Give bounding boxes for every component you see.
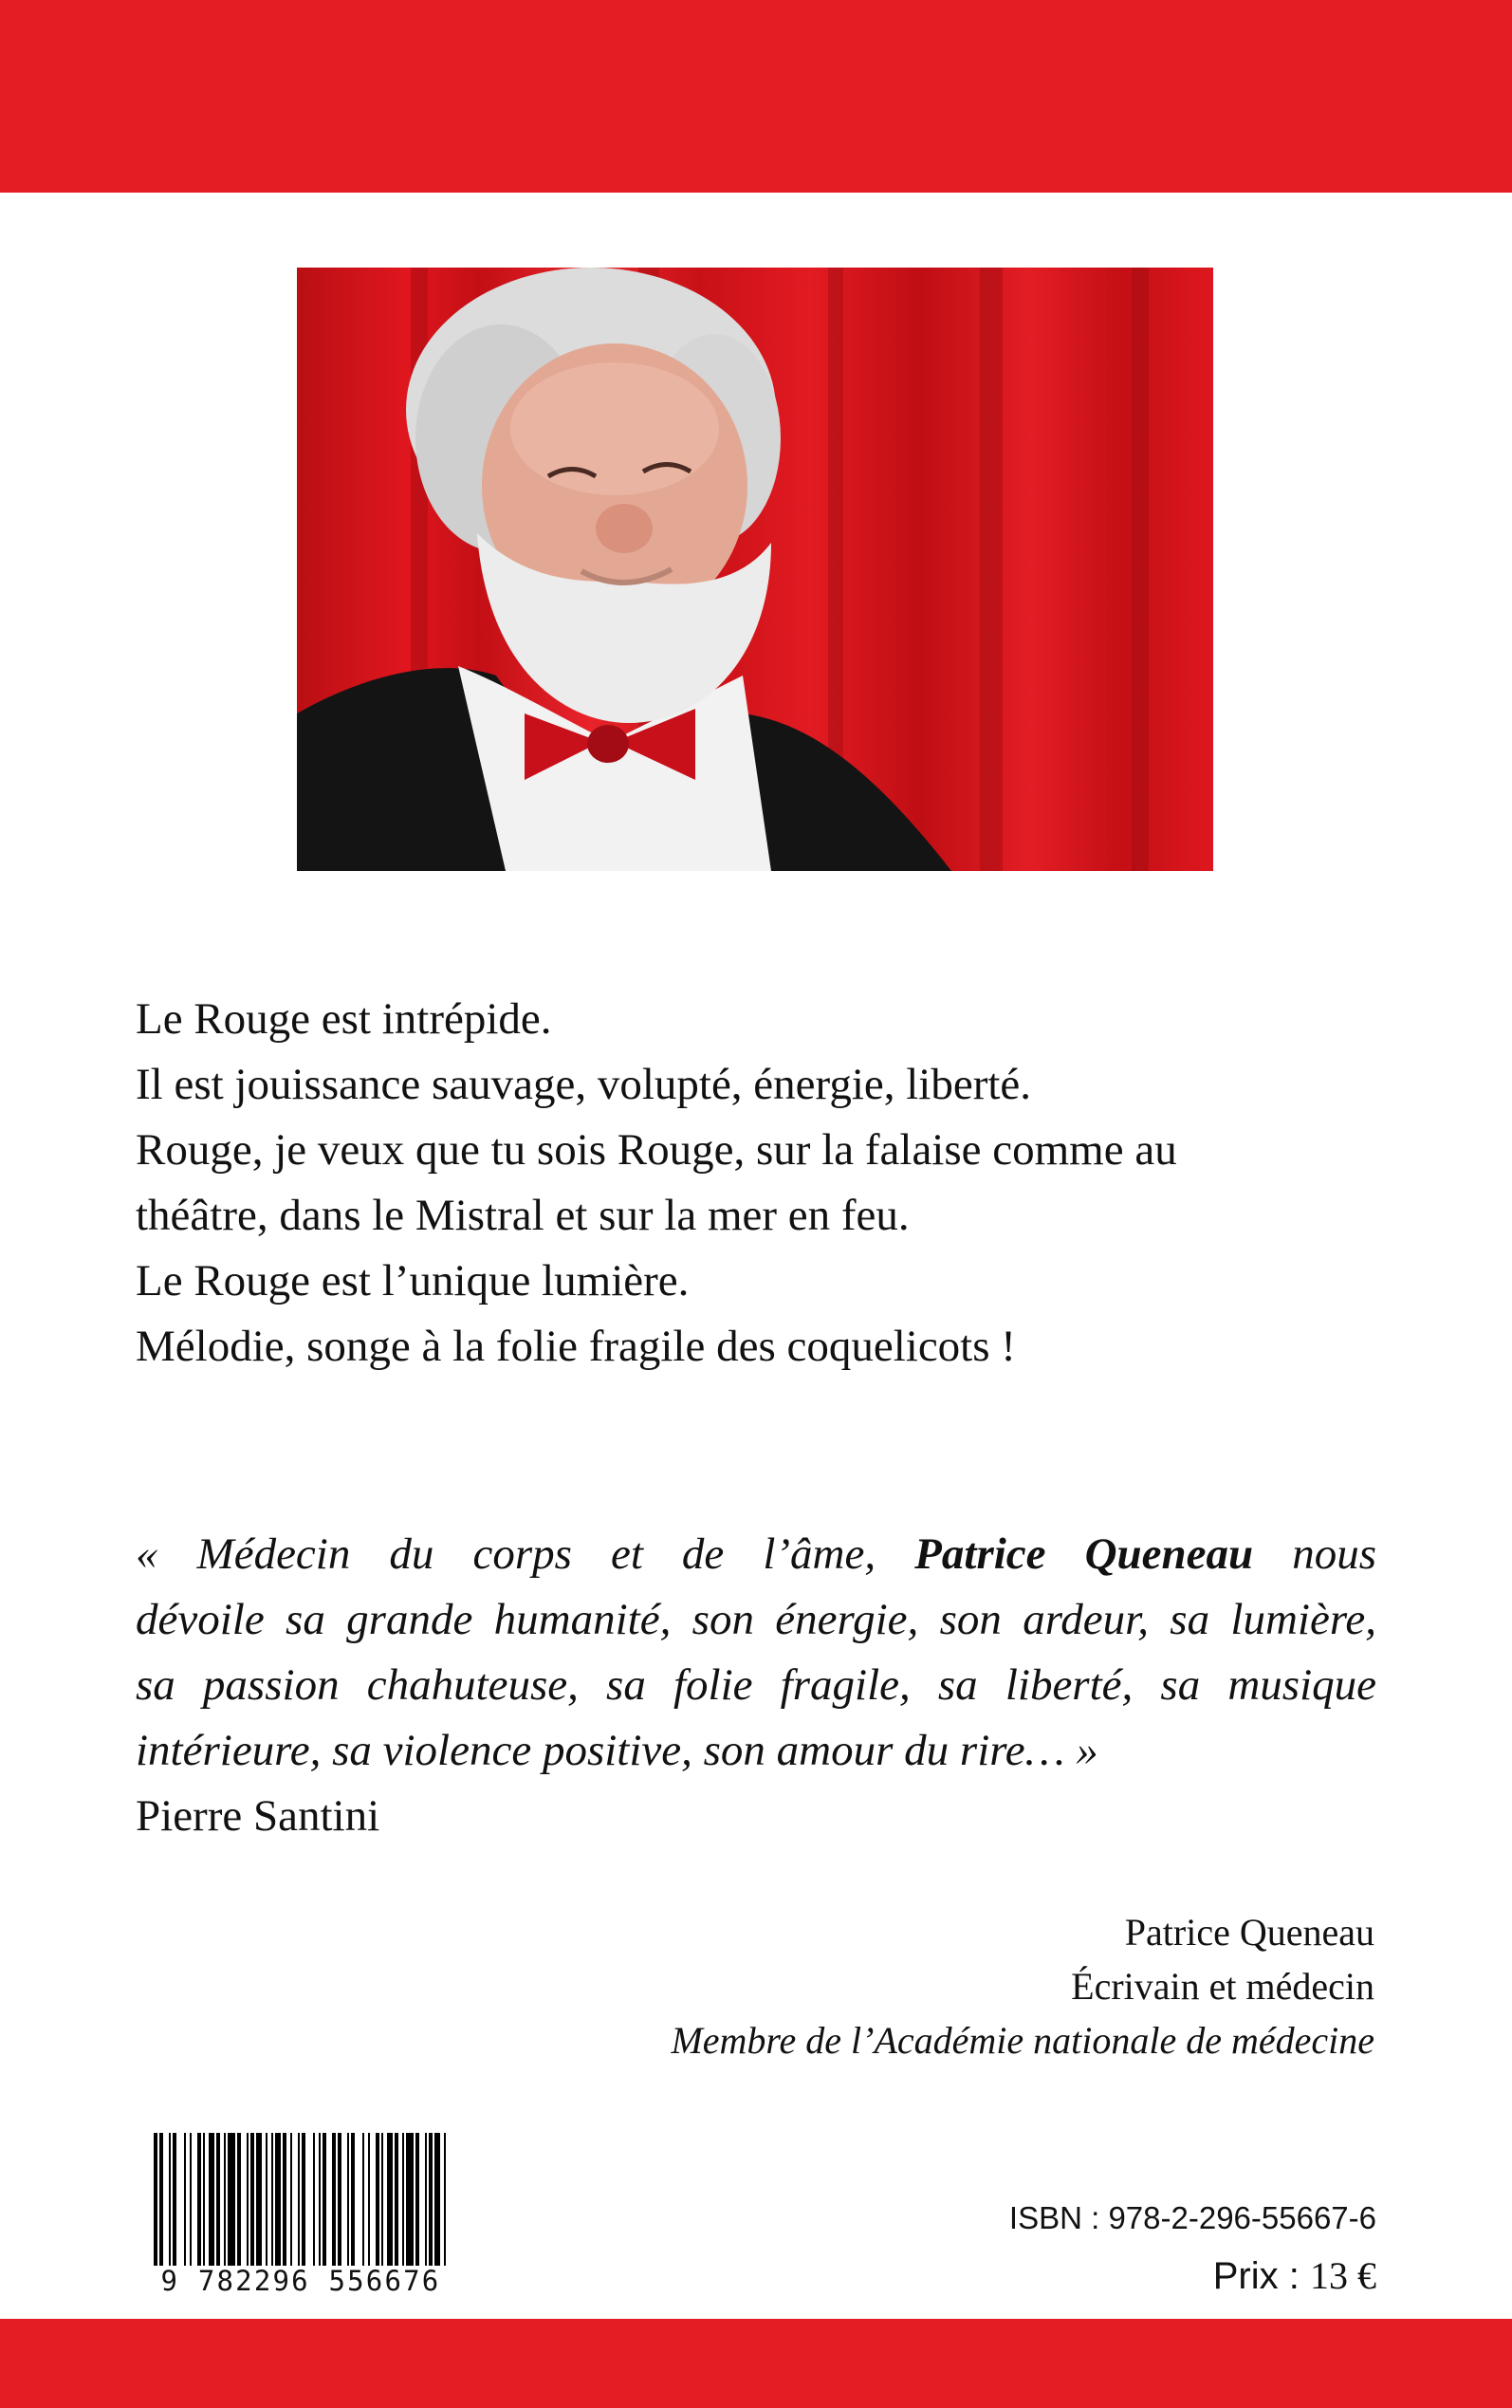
price-label: Prix : (1212, 2255, 1300, 2297)
barcode-bar (313, 2133, 315, 2275)
barcode-bar (250, 2133, 254, 2275)
portrait-illustration (297, 268, 1213, 871)
barcode-bar (184, 2133, 186, 2275)
barcode-bar (319, 2133, 321, 2275)
barcode-bar (154, 2133, 157, 2275)
quote-line: sa passion chahuteuse, sa folie fragile, sa liberté, sa musique (136, 1660, 1376, 1710)
barcode-bar (387, 2133, 393, 2275)
poem-line: Le Rouge est intrépide. (136, 994, 552, 1044)
barcode-bar (247, 2133, 249, 2275)
quote-line: dévoile sa grande humanité, son énergie, son ardeur, sa lumière, (136, 1595, 1376, 1644)
barcode-bar (376, 2133, 379, 2275)
barcode-bar (406, 2133, 414, 2275)
barcode-bar (425, 2133, 427, 2275)
quote-text: nous (1253, 1529, 1377, 1579)
poem-line: Le Rouge est l’unique lumière. (136, 1256, 690, 1306)
barcode-bar (169, 2133, 171, 2275)
barcode-bar (283, 2133, 286, 2275)
barcode-bar (298, 2133, 300, 2275)
barcode-bar (290, 2133, 292, 2275)
barcode-bar (190, 2133, 192, 2275)
barcode-bar (302, 2133, 305, 2275)
poem-line: Rouge, je veux que tu sois Rouge, sur la falaise comme au (136, 1125, 1177, 1175)
barcode-bar (338, 2133, 341, 2275)
poem-line: Mélodie, songe à la folie fragile des coquelicots ! (136, 1322, 1016, 1371)
barcode-bar (266, 2133, 267, 2275)
barcode-bar (381, 2133, 383, 2275)
barcode-bar (332, 2133, 336, 2275)
barcode-digits: 9 782296 556676 (150, 2266, 452, 2296)
barcode-bar (323, 2133, 326, 2275)
quote-author-name: Patrice Queneau (914, 1529, 1254, 1579)
poem-text (136, 987, 1397, 1380)
barcode-bar (415, 2133, 419, 2275)
barcode-bar (275, 2133, 281, 2275)
author-block (671, 1905, 1374, 2067)
barcode (150, 2133, 452, 2296)
quote-line: intérieure, sa violence positive, son amour du rire… » (136, 1726, 1098, 1775)
author-title: Écrivain et médecin (1071, 1965, 1374, 2008)
quote-text: « Médecin du corps et de l’âme, (136, 1529, 915, 1579)
barcode-bar (351, 2133, 355, 2275)
quote-attribution: Pierre Santini (136, 1791, 380, 1841)
barcode-bar (209, 2133, 214, 2275)
quote-line (136, 1522, 1376, 1587)
isbn-number: ISBN : 978-2-296-55667-6 (1008, 2200, 1376, 2235)
price (1213, 2253, 1376, 2299)
barcode-bar (197, 2133, 201, 2275)
barcode-bar (347, 2133, 349, 2275)
barcode-bar (434, 2133, 440, 2275)
author-photo (297, 268, 1213, 871)
poem-line: Il est jouissance sauvage, volupté, énergie, liberté. (136, 1060, 1032, 1109)
barcode-bar (224, 2133, 226, 2275)
bottom-red-band (0, 2319, 1512, 2408)
barcode-bar (429, 2133, 433, 2275)
barcode-bar (228, 2133, 235, 2275)
poem-line: théâtre, dans le Mistral et sur la mer en feu. (136, 1191, 910, 1240)
barcode-bar (444, 2133, 446, 2275)
barcode-bars (150, 2133, 452, 2275)
barcode-bar (237, 2133, 241, 2275)
barcode-bar (395, 2133, 398, 2275)
price-amount: 13 € (1310, 2254, 1376, 2297)
barcode-bar (159, 2133, 163, 2275)
barcode-bar (173, 2133, 176, 2275)
barcode-bar (216, 2133, 220, 2275)
top-red-band (0, 0, 1512, 193)
barcode-bar (368, 2133, 370, 2275)
author-membership: Membre de l’Académie nationale de médecine (671, 2019, 1374, 2062)
barcode-bar (203, 2133, 205, 2275)
barcode-bar (362, 2133, 364, 2275)
barcode-bar (271, 2133, 273, 2275)
testimonial-quote (136, 1522, 1376, 1849)
author-name: Patrice Queneau (1124, 1911, 1374, 1954)
barcode-bar (402, 2133, 404, 2275)
barcode-bar (256, 2133, 262, 2275)
